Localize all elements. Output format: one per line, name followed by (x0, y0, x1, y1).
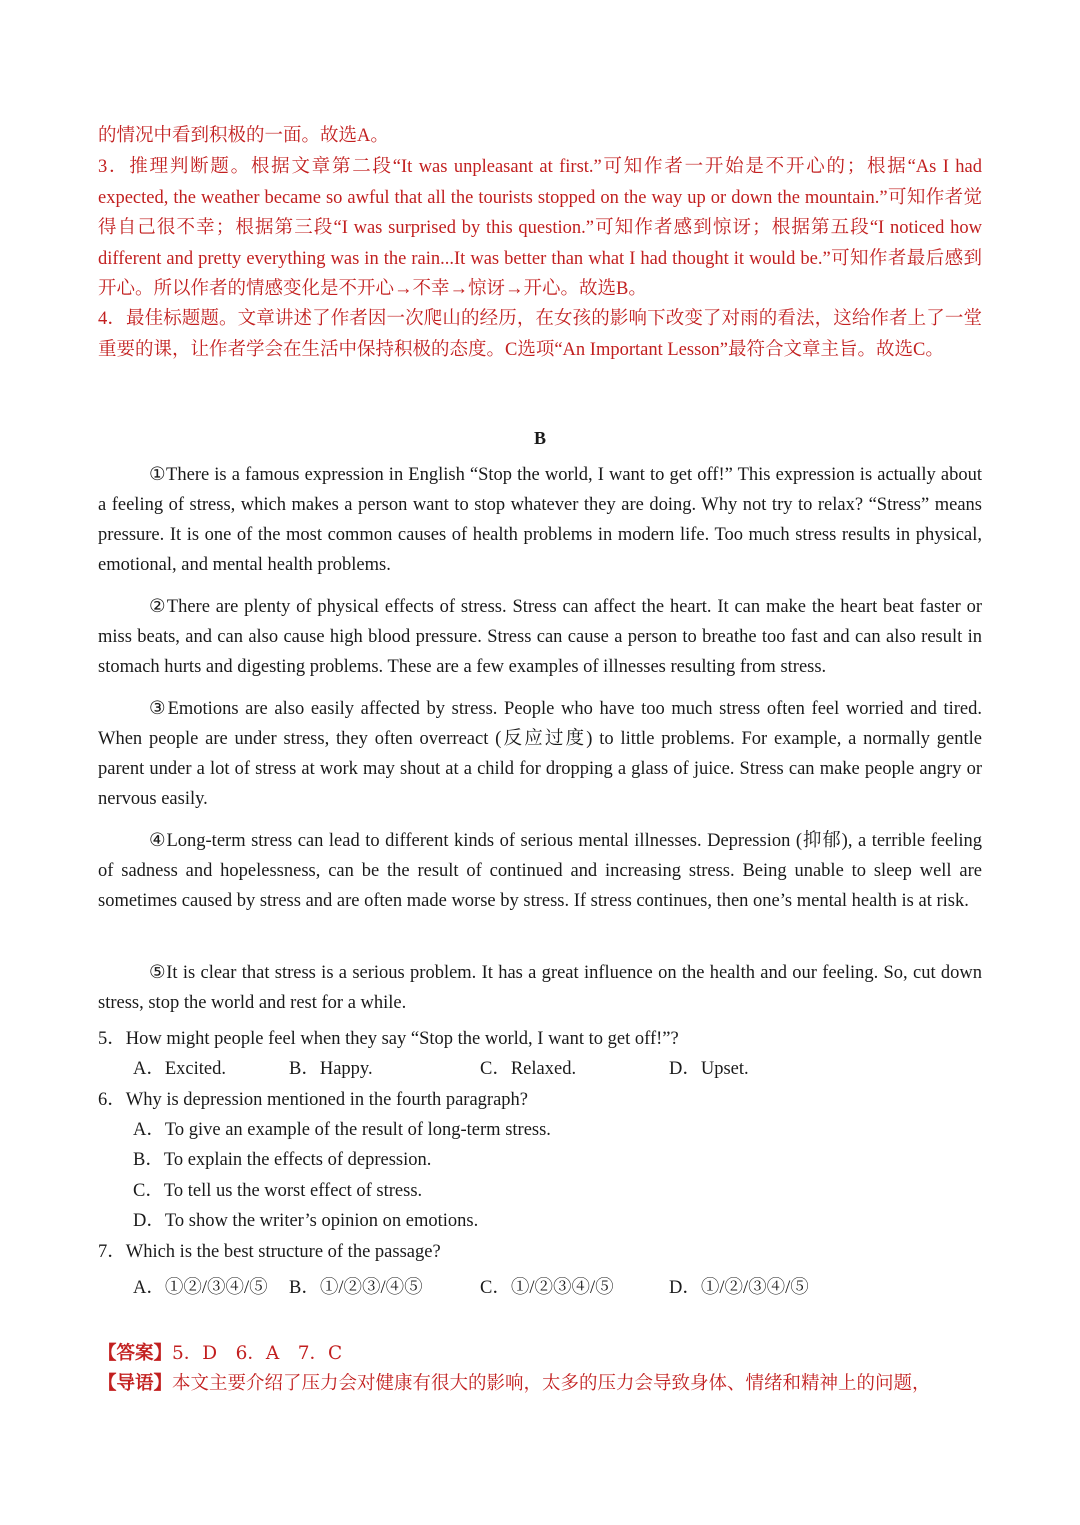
explanation-item-3: 3．推理判断题。根据文章第二段“It was unpleasant at first.”可知作者一开始是不开心的；根据“As I had expected, the weather became so awful that all the tourists stopped on the way up or down the mountain.”可知作者觉得自己很不幸；根据第三段“I was surprised by this question.”可知作者感到惊讶；根据第五段“I noticed how different and pretty everything was in the rain...It was better than what I had thought it would be.”可知作者最后感到开心。所以作者的情感变化是不开心→不幸→惊讶→开心。故选B。 (98, 157, 982, 299)
guide-line (98, 1372, 931, 1396)
guide-label: 【导语】 (98, 1373, 173, 1394)
question-6-option-a: A．To give an example of the result of long-term stress. (133, 1120, 551, 1140)
question-7-stem: 7．Which is the best structure of the passage? (98, 1242, 441, 1262)
question-6-option-c: C．To tell us the worst effect of stress. (133, 1181, 423, 1201)
question-6-option-d: D．To show the writer’s opinion on emotions. (133, 1211, 479, 1231)
question-6-stem: 6．Why is depression mentioned in the fourth paragraph? (98, 1090, 529, 1110)
question-6-option-b: B．To explain the effects of depression. (133, 1150, 432, 1170)
paragraph-4: ④Long-term stress can lead to different kinds of serious mental illnesses. Depression (抑郁), a terrible feeling of sadness and hopelessness, can be the result of continued and increasing stress. Being unable to sleep well are sometimes caused by stress and are often made worse by stress. If stress continues, then one’s mental health is at risk. (98, 831, 982, 911)
answer-label: 【答案】 (98, 1343, 173, 1364)
guide-text: 本文主要介绍了压力会对健康有很大的影响，太多的压力会导致身体、情绪和精神上的问题， (172, 1373, 931, 1394)
question-7-option-d: D．①/②/③④/⑤ (669, 1278, 809, 1298)
explanation-line-tail: 的情况中看到积极的一面。故选A。 (98, 126, 389, 146)
paragraph-5: ⑤It is clear that stress is a serious problem. It has a great influence on the health and our feeling. So, cut down stress, stop the world and rest for a while. (98, 963, 982, 1013)
answer-line (98, 1342, 342, 1366)
question-7-option-a: A．①②/③④/⑤ (133, 1278, 268, 1298)
explanation-item-4: 4．最佳标题题。文章讲述了作者因一次爬山的经历，在女孩的影响下改变了对雨的看法，这给作者上了一堂重要的课，让作者学会在生活中保持积极的态度。C选项“An Important Lesson”最符合文章主旨。故选C。 (98, 309, 982, 360)
question-5-option-d: D．Upset. (669, 1059, 749, 1079)
section-title: B (533, 428, 546, 448)
question-7-option-c: C．①/②③④/⑤ (480, 1278, 614, 1298)
answer-text: 5．D 6．A 7．C (172, 1343, 343, 1364)
paragraph-3: ③Emotions are also easily affected by stress. People who have too much stress often feel worried and tired. When people are under stress, they often overreact (反应过度) to little problems. For example, a normally gentle parent under a lot of stress at work may shout at a child for dropping a glass of juice. Stress can make people angry or nervous easily. (98, 699, 982, 809)
question-5-option-b: B．Happy. (289, 1059, 373, 1079)
paragraph-1: ①There is a famous expression in English “Stop the world, I want to get off!” This expression is actually about a feeling of stress, which makes a person want to stop whatever they are doing. Why not try to relax? “Stress” means pressure. It is one of the most common causes of health problems in modern life. Too much stress results in physical, emotional, and mental health problems. (98, 465, 982, 575)
question-5-option-a: A．Excited. (133, 1059, 226, 1079)
question-5-option-c: C．Relaxed. (480, 1059, 577, 1079)
paragraph-2: ②There are plenty of physical effects of stress. Stress can affect the heart. It can make the heart beat faster or miss beats, and can also cause high blood pressure. Stress can cause a person to breathe too fast and can also result in stomach hurts and digesting problems. These are a few examples of illnesses resulting from stress. (98, 597, 982, 677)
question-7-option-b: B．①/②③/④⑤ (289, 1278, 423, 1298)
question-5-stem: 5．How might people feel when they say “Stop the world, I want to get off!”? (98, 1029, 679, 1049)
